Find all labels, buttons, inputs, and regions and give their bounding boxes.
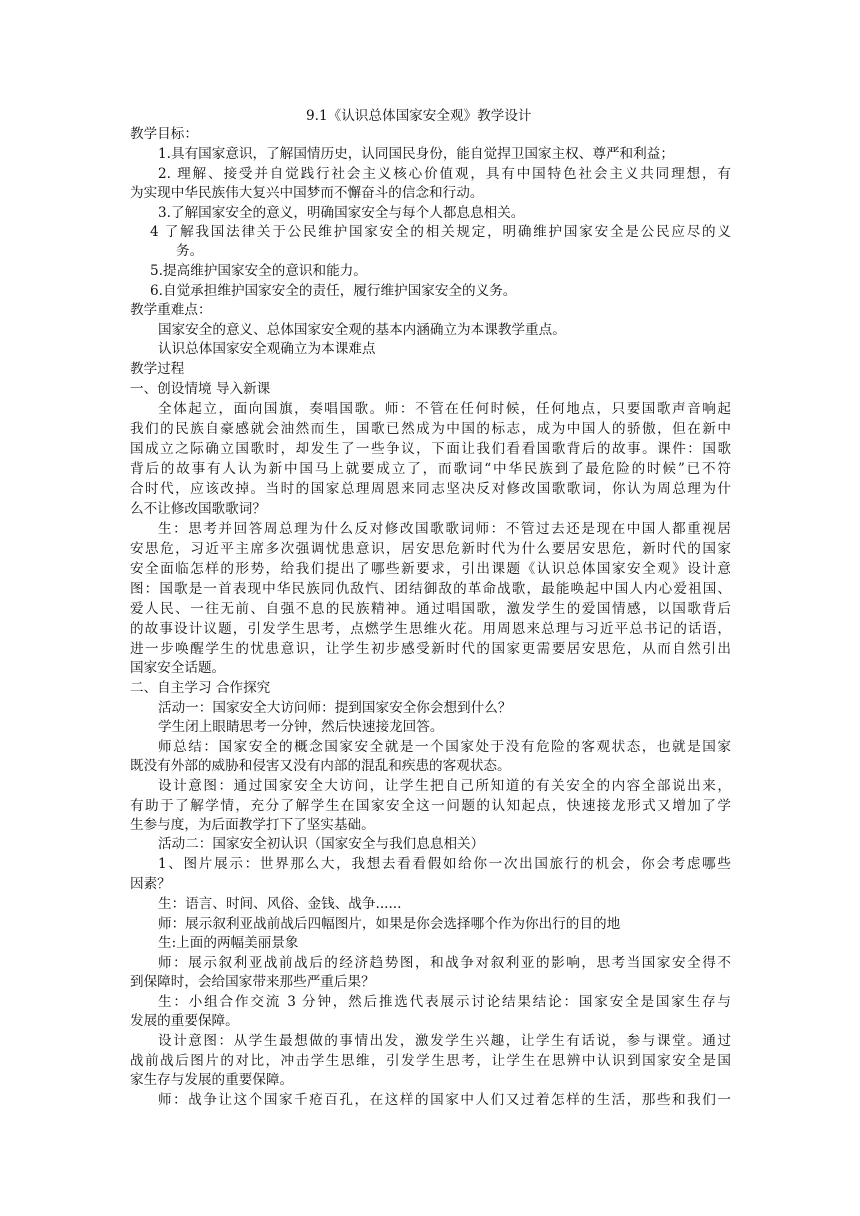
paragraph-line: 生参与度，为后面教学打下了坚实基础。 <box>130 817 375 833</box>
keypoint-line: 国家安全的意义、总体国家安全观的基本内涵确立为本课教学重点。 <box>158 322 566 338</box>
paragraph-line: 合时代，应该改掉。当时的国家总理周恩来同志坚决反对修改国歌歌词，你认为周总理为什 <box>130 481 731 497</box>
section-heading: 二、自主学习 合作探究 <box>130 680 271 696</box>
paragraph-line: 安思危，习近平主席多次强调忧患意识，居安思危新时代为什么要居安思危，新时代的国家 <box>130 541 731 557</box>
doc-title: 9.1《认识总体国家安全观》教学设计 <box>306 108 532 124</box>
paragraph-line: 我们的民族自豪感就会油然而生，国歌已然成为中国的标志，成为中国人的骄傲，但在新中 <box>130 421 731 437</box>
paragraph-line: 生：小组合作交流 3 分钟，然后推选代表展示讨论结果结论：国家安全是国家生存与 <box>158 994 731 1010</box>
paragraph-line: 学生闭上眼睛思考一分钟，然后快速接龙回答。 <box>158 719 444 735</box>
paragraph-line: 图：国歌是一首表现中华民族同仇敌忾、团结御敌的革命战歌，最能唤起中国人内心爱祖国、 <box>130 581 731 597</box>
paragraph-line: 师：展示叙利亚战前战后的经济趋势图，和战争对叙利亚的影响，思考当国家安全得不 <box>158 955 731 971</box>
paragraph-line: 的故事设计议题，引发学生思考，点燃学生思维火花。用周恩来总理与习近平总书记的话语， <box>130 621 731 637</box>
objective-line: 1.具有国家意识，了解国情历史，认同国民身份，能自觉捍卫国家主权、尊严和利益； <box>158 146 674 162</box>
objective-line: 6.自觉承担维护国家安全的责任，履行维护国家安全的义务。 <box>150 283 517 299</box>
paragraph-line: 么不让修改国歌歌词？ <box>130 501 266 517</box>
paragraph-line: 爱人民、一往无前、自强不息的民族精神。通过唱国歌，激发学生的爱国情感，以国歌背后 <box>130 601 731 617</box>
keypoint-line: 认识总体国家安全观确立为本课难点 <box>158 341 376 357</box>
paragraph-line: 生：语言、时间、风俗、金钱、战争...... <box>158 896 402 912</box>
paragraph-line: 到保障时，会给国家带来那些严重后果？ <box>130 974 375 990</box>
objectives-heading: 教学目标： <box>130 126 198 142</box>
paragraph-line: 家生存与发展的重要保障。 <box>130 1072 294 1088</box>
paragraph-line: 背后的故事有人认为新中国马上就要成立了，而歌词“中华民族到了最危险的时候”已不符 <box>130 461 731 477</box>
paragraph-line: 既没有外部的威胁和侵害又没有内部的混乱和疾患的客观状态。 <box>130 758 511 774</box>
paragraph-line: 师：战争让这个国家千疮百孔，在这样的国家中人们又过着怎样的生活，那些和我们一 <box>158 1092 731 1108</box>
section-heading: 一、创设情境 导入新课 <box>130 381 271 397</box>
objective-line: 务。 <box>176 243 204 259</box>
paragraph-line: 安全面临怎样的形势，给我们提出了哪些新要求，引出课题《认识总体国家安全观》设计意 <box>130 561 731 577</box>
objective-line: 为实现中华民族伟大复兴中国梦而不懈奋斗的信念和行动。 <box>130 185 484 201</box>
paragraph-line: 生：思考并回答周总理为什么反对修改国歌歌词师：不管过去还是现在中国人都重视居 <box>158 521 731 537</box>
process-heading: 教学过程 <box>130 361 185 377</box>
paragraph-line: 活动二：国家安全初认识（国家安全与我们息息相关） <box>158 836 485 852</box>
paragraph-line: 国家安全话题。 <box>130 660 226 676</box>
paragraph-line: 师总结：国家安全的概念国家安全就是一个国家处于没有危险的客观状态，也就是国家 <box>158 739 731 755</box>
objective-line: 5.提高维护国家安全的意识和能力。 <box>150 263 367 279</box>
paragraph-line: 战前战后图片的对比，冲击学生思维，引发学生思考，让学生在思辨中认识到国家安全是国 <box>130 1053 731 1069</box>
paragraph-line: 1、图片展示：世界那么大，我想去看看假如给你一次出国旅行的机会，你会考虑哪些 <box>158 856 731 872</box>
paragraph-line: 有助于了解学情，充分了解学生在国家安全这一问题的认知起点，快速接龙形式又增加了学 <box>130 798 731 814</box>
objective-line: 2. 理解、接受并自觉践行社会主义核心价值观，具有中国特色社会主义共同理想，有 <box>158 166 731 182</box>
paragraph-line: 发展的重要保障。 <box>130 1013 239 1029</box>
paragraph-line: 全体起立，面向国旗，奏唱国歌。师：不管在任何时候，任何地点，只要国歌声音响起 <box>158 401 731 417</box>
objective-line: 4 了解我国法律关于公民维护国家安全的相关规定，明确维护国家安全是公民应尽的义 <box>150 224 731 240</box>
paragraph-line: 活动一：国家安全大访问师：提到国家安全你会想到什么？ <box>158 700 512 716</box>
keypoints-heading: 教学重难点： <box>130 302 212 318</box>
paragraph-line: 国成立之际确立国歌时，却发生了一些争议，下面让我们看看国歌背后的故事。课件：国歌 <box>130 441 731 457</box>
paragraph-line: 设计意图：从学生最想做的事情出发，激发学生兴趣，让学生有话说，参与课堂。通过 <box>158 1033 731 1049</box>
paragraph-line: 进一步唤醒学生的忧患意识，让学生初步感受新时代的国家更需要居安思危，从而自然引出 <box>130 641 731 657</box>
paragraph-line: 师：展示叙利亚战前战后四幅图片，如果是你会选择哪个作为你出行的目的地 <box>158 916 621 932</box>
paragraph-line: 因素？ <box>130 876 171 892</box>
paragraph-line: 生:上面的两幅美丽景象 <box>158 935 299 951</box>
objective-line: 3.了解国家安全的意义，明确国家安全与每个人都息息相关。 <box>158 205 525 221</box>
paragraph-line: 设计意图：通过国家安全大访问，让学生把自己所知道的有关安全的内容全部说出来， <box>158 778 731 794</box>
